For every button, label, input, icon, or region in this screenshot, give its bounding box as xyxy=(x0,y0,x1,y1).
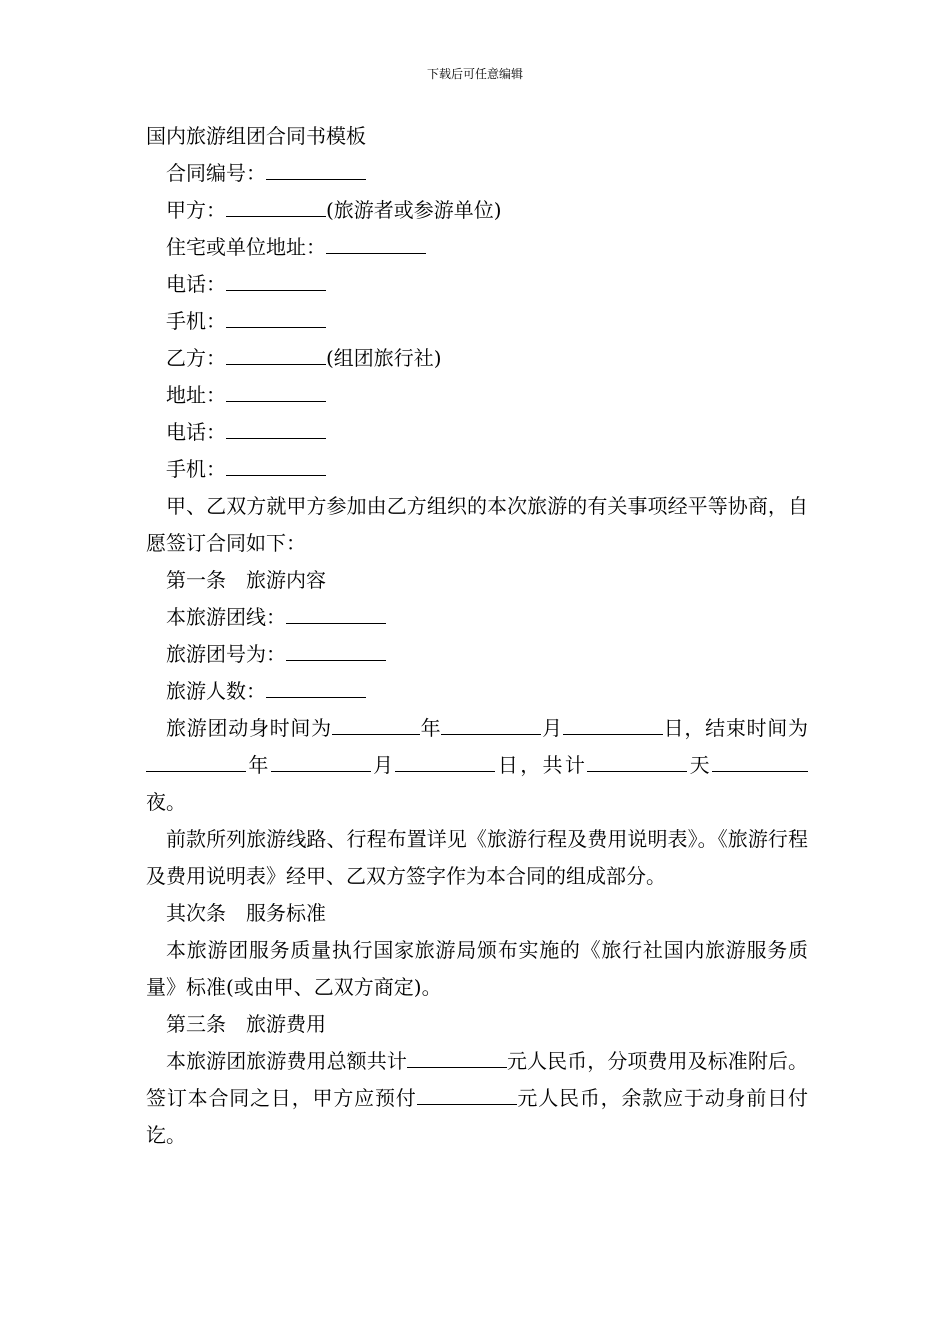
mobile-a-line xyxy=(146,303,808,340)
blank-field[interactable] xyxy=(226,342,326,365)
group-no-line xyxy=(146,636,808,673)
party-b-line xyxy=(146,340,808,377)
time-text: 日，共计 xyxy=(495,753,588,777)
travel-time-paragraph xyxy=(146,710,808,821)
blank-field[interactable] xyxy=(332,712,420,735)
article-3-title: 第三条 旅游费用 xyxy=(166,1012,326,1036)
itinerary-paragraph: 前款所列旅游线路、行程布置详见《旅游行程及费用说明表》。《旅游行程及费用说明表》经甲、乙双方签字作为本合同的组成部分。 xyxy=(146,827,808,888)
blank-field[interactable] xyxy=(563,712,663,735)
address-a-label: 住宅或单位地址： xyxy=(166,235,326,259)
blank-field[interactable] xyxy=(146,749,246,772)
blank-field[interactable] xyxy=(441,712,541,735)
time-text: 年 xyxy=(419,716,442,740)
mobile-b-label: 手机： xyxy=(166,457,226,481)
article-2-title: 其次条 服务标准 xyxy=(166,901,326,925)
route-line xyxy=(146,599,808,636)
time-text: 旅游团动身时间为 xyxy=(166,716,332,740)
time-text: 月 xyxy=(370,753,396,777)
blank-field[interactable] xyxy=(286,601,386,624)
fee-text: 元人民币，分项费用及标准附后。签订本合同之日，甲方应预付 xyxy=(146,1049,809,1110)
blank-field[interactable] xyxy=(226,416,326,439)
mobile-b-line xyxy=(146,451,808,488)
time-text: 年 xyxy=(246,753,271,777)
phone-b-label: 电话： xyxy=(166,420,226,444)
intro-paragraph: 甲、乙双方就甲方参加由乙方组织的本次旅游的有关事项经平等协商，自愿签订合同如下： xyxy=(146,494,808,555)
time-text: 天 xyxy=(687,753,713,777)
phone-a-line xyxy=(146,266,808,303)
article-1-title: 第一条 旅游内容 xyxy=(166,568,326,592)
blank-field[interactable] xyxy=(266,675,366,698)
party-a-label: 甲方： xyxy=(166,198,226,222)
blank-field[interactable] xyxy=(326,231,426,254)
phone-a-label: 电话： xyxy=(166,272,226,296)
service-paragraph: 本旅游团服务质量执行国家旅游局颁布实施的《旅行社国内旅游服务质量》标准(或由甲、乙双方商定)。 xyxy=(146,938,808,999)
blank-field[interactable] xyxy=(226,268,326,291)
header-note: 下载后可任意编辑 xyxy=(426,67,523,81)
time-text: 日，结束时间为 xyxy=(662,716,809,740)
blank-field[interactable] xyxy=(417,1082,517,1105)
blank-field[interactable] xyxy=(226,305,326,328)
party-a-note: (旅游者或参游单位) xyxy=(326,198,502,222)
mobile-a-label: 手机： xyxy=(166,309,226,333)
time-text: 夜。 xyxy=(146,790,186,814)
blank-field[interactable] xyxy=(286,638,386,661)
blank-field[interactable] xyxy=(226,194,326,217)
blank-field[interactable] xyxy=(395,749,495,772)
fee-text: 本旅游团旅游费用总额共计 xyxy=(166,1049,407,1073)
document-title: 国内旅游组团合同书模板 xyxy=(146,124,366,148)
phone-b-line xyxy=(146,414,808,451)
fee-text: 元人民币，余款应于动身前日付讫。 xyxy=(146,1086,809,1147)
blank-field[interactable] xyxy=(407,1045,507,1068)
contract-no-label: 合同编号： xyxy=(166,161,266,185)
time-text: 月 xyxy=(541,716,563,740)
party-b-label: 乙方： xyxy=(166,346,226,370)
blank-field[interactable] xyxy=(266,157,366,180)
contract-no-line xyxy=(146,155,808,192)
route-label: 本旅游团线： xyxy=(166,605,286,629)
group-no-label: 旅游团号为： xyxy=(166,642,286,666)
blank-field[interactable] xyxy=(271,749,371,772)
fee-paragraph xyxy=(146,1043,808,1154)
party-a-line xyxy=(146,192,808,229)
address-b-label: 地址： xyxy=(166,383,226,407)
address-a-line xyxy=(146,229,808,266)
blank-field[interactable] xyxy=(712,749,808,772)
blank-field[interactable] xyxy=(587,749,687,772)
blank-field[interactable] xyxy=(226,453,326,476)
blank-field[interactable] xyxy=(226,379,326,402)
party-b-note: (组团旅行社) xyxy=(326,346,442,370)
headcount-label: 旅游人数： xyxy=(166,679,266,703)
document-body xyxy=(146,118,808,1154)
address-b-line xyxy=(146,377,808,414)
headcount-line xyxy=(146,673,808,710)
